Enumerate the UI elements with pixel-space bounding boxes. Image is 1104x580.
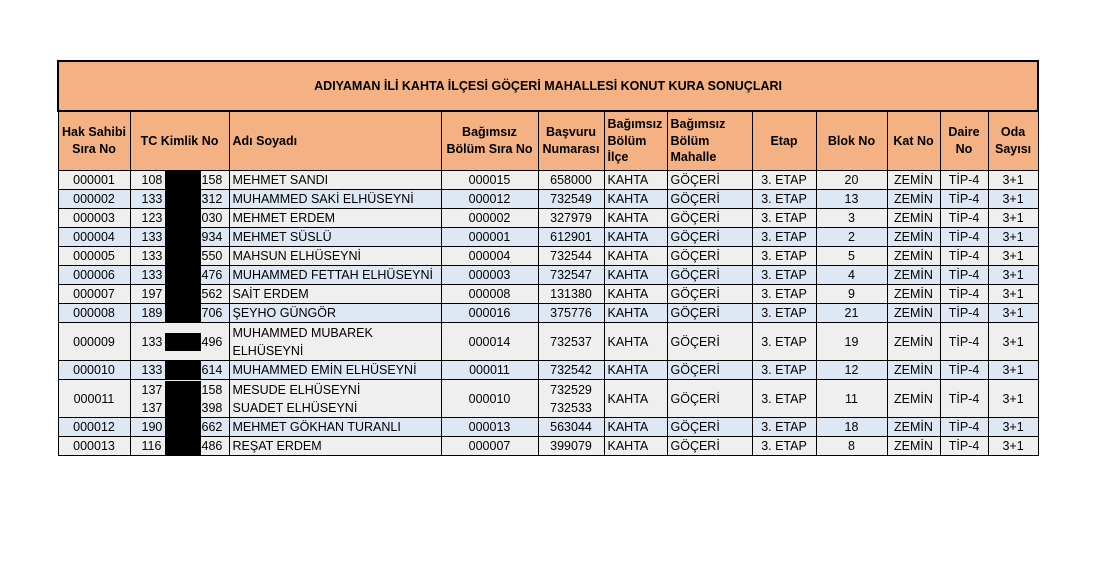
table-row [58,304,1038,323]
tc-suffix: 312 [201,192,223,206]
col-header-hak-sahibi-sira-no: Hak Sahibi Sıra No [58,111,130,171]
tc-prefix: 189 [141,306,163,320]
tc-prefix: 133 [141,334,163,349]
name-line: MUHAMMED MUBAREK [232,325,373,340]
cell-hak-sahibi-sira-no: 000012 [58,418,130,437]
tc-prefix: 197 [141,287,163,301]
name-line: MEHMET ERDEM [232,211,336,225]
tc-suffix: 398 [201,400,223,415]
cell-basvuru-numarasi [538,380,604,418]
cell-bagimsiz-bolum-sira-no: 000004 [441,247,538,266]
basvuru-line: 612901 [550,230,592,244]
tc-suffix: 662 [201,420,223,434]
cell-mahalle: GÖÇERİ [667,190,752,209]
cell-tc-kimlik-no [130,361,229,380]
cell-kat-no: ZEMİN [887,228,940,247]
redaction-block [165,266,201,284]
cell-blok-no: 9 [816,285,887,304]
tc-prefix: 108 [141,173,163,187]
col-header-bagimsiz-bolum-sira-no: Bağımsız Bölüm Sıra No [441,111,538,171]
cell-kat-no: ZEMİN [887,285,940,304]
tc-kimlik-line [134,190,226,208]
tc-suffix: 706 [201,306,223,320]
cell-kat-no: ZEMİN [887,247,940,266]
cell-mahalle: GÖÇERİ [667,304,752,323]
basvuru-line: 732549 [550,192,592,206]
cell-tc-kimlik-no [130,437,229,456]
cell-kat-no: ZEMİN [887,190,940,209]
cell-oda-sayisi: 3+1 [988,228,1038,247]
cell-mahalle: GÖÇERİ [667,228,752,247]
cell-oda-sayisi: 3+1 [988,247,1038,266]
cell-blok-no: 12 [816,361,887,380]
cell-adi-soyadi [229,380,441,418]
name-line: REŞAT ERDEM [232,439,322,453]
tc-prefix: 133 [141,363,163,377]
cell-etap: 3. ETAP [752,247,816,266]
col-header-basvuru-numarasi: Başvuru Numarası [538,111,604,171]
col-header-etap: Etap [752,111,816,171]
name-line: MAHSUN ELHÜSEYNİ [232,249,361,263]
cell-ilce: KAHTA [604,437,667,456]
cell-bagimsiz-bolum-sira-no: 000012 [441,190,538,209]
cell-bagimsiz-bolum-sira-no: 000002 [441,209,538,228]
cell-mahalle: GÖÇERİ [667,323,752,361]
table-row [58,418,1038,437]
cell-kat-no: ZEMİN [887,418,940,437]
tc-kimlik-line [134,418,226,436]
cell-oda-sayisi: 3+1 [988,171,1038,190]
cell-daire-no: TİP-4 [940,323,988,361]
cell-daire-no: TİP-4 [940,285,988,304]
tc-prefix: 133 [141,230,163,244]
cell-bagimsiz-bolum-sira-no: 000010 [441,380,538,418]
basvuru-line: 399079 [550,439,592,453]
cell-etap: 3. ETAP [752,380,816,418]
cell-tc-kimlik-no [130,418,229,437]
cell-oda-sayisi: 3+1 [988,285,1038,304]
cell-etap: 3. ETAP [752,171,816,190]
basvuru-line: 732533 [550,400,592,415]
cell-oda-sayisi: 3+1 [988,437,1038,456]
col-header-adi-soyadi: Adı Soyadı [229,111,441,171]
tc-suffix: 496 [201,334,223,349]
cell-kat-no: ZEMİN [887,323,940,361]
cell-hak-sahibi-sira-no: 000004 [58,228,130,247]
cell-oda-sayisi: 3+1 [988,361,1038,380]
cell-oda-sayisi: 3+1 [988,190,1038,209]
table-row [58,266,1038,285]
cell-basvuru-numarasi [538,171,604,190]
cell-hak-sahibi-sira-no: 000002 [58,190,130,209]
cell-ilce: KAHTA [604,171,667,190]
basvuru-line: 732542 [550,363,592,377]
cell-daire-no: TİP-4 [940,247,988,266]
cell-ilce: KAHTA [604,380,667,418]
cell-adi-soyadi [229,418,441,437]
tc-kimlik-line [134,399,226,417]
name-line: MUHAMMED SAKİ ELHÜSEYNİ [232,192,414,206]
cell-tc-kimlik-no [130,266,229,285]
redaction-block [165,381,201,399]
redaction-block [165,285,201,303]
table-row [58,380,1038,418]
cell-blok-no: 4 [816,266,887,285]
cell-tc-kimlik-no [130,380,229,418]
basvuru-line: 732547 [550,268,592,282]
cell-bagimsiz-bolum-sira-no: 000008 [441,285,538,304]
redaction-block [165,304,201,322]
cell-adi-soyadi [229,171,441,190]
cell-daire-no: TİP-4 [940,266,988,285]
cell-basvuru-numarasi [538,247,604,266]
tc-kimlik-line [134,381,226,399]
cell-kat-no: ZEMİN [887,380,940,418]
header-row [58,111,1038,171]
cell-tc-kimlik-no [130,209,229,228]
cell-blok-no: 2 [816,228,887,247]
cell-adi-soyadi [229,304,441,323]
name-line: MEHMET SANDI [232,173,329,187]
cell-hak-sahibi-sira-no: 000010 [58,361,130,380]
cell-tc-kimlik-no [130,304,229,323]
cell-bagimsiz-bolum-sira-no: 000014 [441,323,538,361]
cell-blok-no: 20 [816,171,887,190]
tc-kimlik-line [134,333,226,351]
cell-adi-soyadi [229,323,441,361]
cell-etap: 3. ETAP [752,304,816,323]
tc-kimlik-line [134,247,226,265]
redaction-block [165,333,201,351]
cell-tc-kimlik-no [130,247,229,266]
cell-hak-sahibi-sira-no: 000003 [58,209,130,228]
cell-ilce: KAHTA [604,361,667,380]
col-header-bagimsiz-bolum-mahalle: Bağımsız Bölüm Mahalle [667,111,752,171]
cell-hak-sahibi-sira-no: 000006 [58,266,130,285]
cell-tc-kimlik-no [130,171,229,190]
cell-bagimsiz-bolum-sira-no: 000016 [441,304,538,323]
cell-ilce: KAHTA [604,209,667,228]
cell-daire-no: TİP-4 [940,228,988,247]
page-title: ADIYAMAN İLİ KAHTA İLÇESİ GÖÇERİ MAHALLESİ KONUT KURA SONUÇLARI [58,61,1038,111]
cell-blok-no: 21 [816,304,887,323]
cell-adi-soyadi [229,361,441,380]
cell-blok-no: 5 [816,247,887,266]
redaction-block [165,418,201,436]
tc-kimlik-line [134,228,226,246]
name-line: MUHAMMED EMİN ELHÜSEYNİ [232,363,417,377]
cell-daire-no: TİP-4 [940,190,988,209]
cell-blok-no: 13 [816,190,887,209]
table-row [58,247,1038,266]
tc-suffix: 486 [201,439,223,453]
cell-basvuru-numarasi [538,323,604,361]
cell-tc-kimlik-no [130,228,229,247]
cell-etap: 3. ETAP [752,228,816,247]
table-row [58,228,1038,247]
tc-prefix: 123 [141,211,163,225]
redaction-block [165,209,201,227]
cell-oda-sayisi: 3+1 [988,418,1038,437]
cell-mahalle: GÖÇERİ [667,361,752,380]
tc-suffix: 550 [201,249,223,263]
tc-prefix: 190 [141,420,163,434]
tc-prefix: 137 [141,382,163,397]
redaction-block [165,228,201,246]
basvuru-line: 131380 [550,287,592,301]
cell-tc-kimlik-no [130,190,229,209]
cell-ilce: KAHTA [604,418,667,437]
cell-basvuru-numarasi [538,228,604,247]
tc-suffix: 476 [201,268,223,282]
cell-hak-sahibi-sira-no: 000007 [58,285,130,304]
tc-kimlik-line [134,437,226,455]
tc-suffix: 614 [201,363,223,377]
cell-hak-sahibi-sira-no: 000011 [58,380,130,418]
table-row [58,285,1038,304]
results-sheet [57,60,1037,456]
cell-basvuru-numarasi [538,209,604,228]
redaction-block [165,190,201,208]
cell-mahalle: GÖÇERİ [667,266,752,285]
col-header-oda-sayisi: Oda Sayısı [988,111,1038,171]
redaction-block [165,399,201,417]
tc-prefix: 133 [141,268,163,282]
redaction-block [165,361,201,379]
basvuru-line: 563044 [550,420,592,434]
table-row [58,209,1038,228]
cell-adi-soyadi [229,209,441,228]
basvuru-line: 732544 [550,249,592,263]
table-row [58,171,1038,190]
cell-ilce: KAHTA [604,228,667,247]
table-row [58,190,1038,209]
tc-kimlik-line [134,266,226,284]
cell-daire-no: TİP-4 [940,209,988,228]
cell-adi-soyadi [229,266,441,285]
cell-adi-soyadi [229,228,441,247]
cell-blok-no: 11 [816,380,887,418]
cell-ilce: KAHTA [604,304,667,323]
cell-mahalle: GÖÇERİ [667,437,752,456]
cell-bagimsiz-bolum-sira-no: 000007 [441,437,538,456]
cell-etap: 3. ETAP [752,285,816,304]
cell-mahalle: GÖÇERİ [667,247,752,266]
cell-kat-no: ZEMİN [887,304,940,323]
name-line: SUADET ELHÜSEYNİ [232,400,358,415]
name-line: MUHAMMED FETTAH ELHÜSEYNİ [232,268,433,282]
col-header-bagimsiz-bolum-ilce: Bağımsız Bölüm İlçe [604,111,667,171]
cell-blok-no: 19 [816,323,887,361]
cell-ilce: KAHTA [604,323,667,361]
tc-prefix: 116 [141,439,162,453]
cell-oda-sayisi: 3+1 [988,380,1038,418]
cell-hak-sahibi-sira-no: 000001 [58,171,130,190]
cell-etap: 3. ETAP [752,190,816,209]
basvuru-line: 732529 [550,382,592,397]
table-row [58,323,1038,361]
tc-prefix: 133 [141,249,163,263]
cell-daire-no: TİP-4 [940,437,988,456]
cell-adi-soyadi [229,247,441,266]
name-line: MEHMET SÜSLÜ [232,230,332,244]
tc-suffix: 934 [201,230,223,244]
cell-tc-kimlik-no [130,323,229,361]
name-line: MEHMET GÖKHAN TURANLI [232,420,401,434]
cell-bagimsiz-bolum-sira-no: 000011 [441,361,538,380]
cell-daire-no: TİP-4 [940,171,988,190]
cell-oda-sayisi: 3+1 [988,323,1038,361]
cell-hak-sahibi-sira-no: 000013 [58,437,130,456]
basvuru-line: 375776 [550,306,592,320]
cell-blok-no: 3 [816,209,887,228]
cell-basvuru-numarasi [538,361,604,380]
cell-oda-sayisi: 3+1 [988,266,1038,285]
cell-daire-no: TİP-4 [940,361,988,380]
cell-basvuru-numarasi [538,418,604,437]
cell-basvuru-numarasi [538,304,604,323]
basvuru-line: 327979 [550,211,592,225]
cell-hak-sahibi-sira-no: 000009 [58,323,130,361]
cell-kat-no: ZEMİN [887,437,940,456]
cell-basvuru-numarasi [538,285,604,304]
redaction-block [165,437,201,455]
cell-ilce: KAHTA [604,190,667,209]
cell-ilce: KAHTA [604,266,667,285]
cell-oda-sayisi: 3+1 [988,209,1038,228]
redaction-block [165,171,201,189]
tc-prefix: 133 [141,192,163,206]
cell-etap: 3. ETAP [752,361,816,380]
basvuru-line: 658000 [550,173,592,187]
cell-daire-no: TİP-4 [940,304,988,323]
cell-kat-no: ZEMİN [887,171,940,190]
table-row [58,361,1038,380]
cell-adi-soyadi [229,285,441,304]
name-line: ŞEYHO GÜNGÖR [232,306,336,320]
cell-tc-kimlik-no [130,285,229,304]
tc-kimlik-line [134,285,226,303]
tc-suffix: 158 [201,382,223,397]
cell-etap: 3. ETAP [752,323,816,361]
cell-kat-no: ZEMİN [887,266,940,285]
cell-mahalle: GÖÇERİ [667,171,752,190]
cell-basvuru-numarasi [538,437,604,456]
tc-kimlik-line [134,304,226,322]
cell-bagimsiz-bolum-sira-no: 000001 [441,228,538,247]
tc-suffix: 158 [201,173,223,187]
cell-etap: 3. ETAP [752,418,816,437]
cell-etap: 3. ETAP [752,266,816,285]
cell-oda-sayisi: 3+1 [988,304,1038,323]
cell-hak-sahibi-sira-no: 000008 [58,304,130,323]
tc-kimlik-line [134,209,226,227]
cell-basvuru-numarasi [538,266,604,285]
cell-basvuru-numarasi [538,190,604,209]
cell-mahalle: GÖÇERİ [667,418,752,437]
cell-adi-soyadi [229,190,441,209]
col-header-daire-no: Daire No [940,111,988,171]
col-header-tc-kimlik-no: TC Kimlik No [130,111,229,171]
tc-suffix: 562 [201,287,223,301]
results-table [57,60,1039,456]
cell-bagimsiz-bolum-sira-no: 000013 [441,418,538,437]
cell-hak-sahibi-sira-no: 000005 [58,247,130,266]
cell-bagimsiz-bolum-sira-no: 000015 [441,171,538,190]
cell-etap: 3. ETAP [752,437,816,456]
name-line: MESUDE ELHÜSEYNİ [232,382,361,397]
cell-ilce: KAHTA [604,247,667,266]
basvuru-line: 732537 [550,334,592,349]
name-line: SAİT ERDEM [232,287,309,301]
cell-ilce: KAHTA [604,285,667,304]
cell-blok-no: 18 [816,418,887,437]
cell-daire-no: TİP-4 [940,380,988,418]
cell-kat-no: ZEMİN [887,209,940,228]
cell-bagimsiz-bolum-sira-no: 000003 [441,266,538,285]
cell-blok-no: 8 [816,437,887,456]
name-line: ELHÜSEYNİ [232,343,304,358]
cell-mahalle: GÖÇERİ [667,380,752,418]
tc-prefix: 137 [141,400,163,415]
tc-kimlik-line [134,171,226,189]
table-row [58,437,1038,456]
col-header-blok-no: Blok No [816,111,887,171]
cell-mahalle: GÖÇERİ [667,285,752,304]
cell-adi-soyadi [229,437,441,456]
tc-kimlik-line [134,361,226,379]
cell-mahalle: GÖÇERİ [667,209,752,228]
results-body [58,171,1038,456]
cell-kat-no: ZEMİN [887,361,940,380]
tc-suffix: 030 [201,211,223,225]
cell-etap: 3. ETAP [752,209,816,228]
cell-daire-no: TİP-4 [940,418,988,437]
col-header-kat-no: Kat No [887,111,940,171]
redaction-block [165,247,201,265]
